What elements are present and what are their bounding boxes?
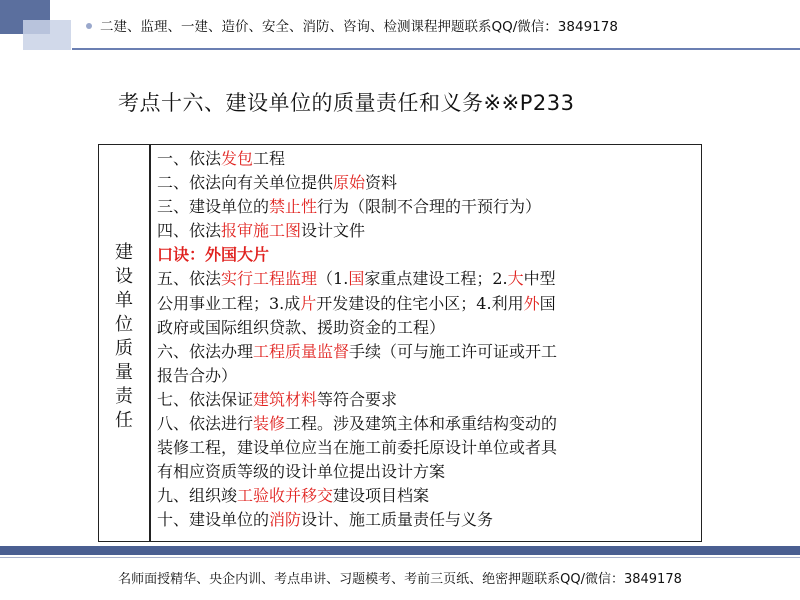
line-text: 九、组织竣 bbox=[157, 486, 238, 506]
line-text: 家重点建设工程；2. bbox=[364, 269, 508, 289]
content-line bbox=[157, 292, 697, 316]
line-text: 四、依法 bbox=[157, 221, 222, 241]
content-line bbox=[157, 508, 697, 532]
highlighted-term: 工程质量监督 bbox=[253, 341, 350, 361]
highlighted-term: 外 bbox=[523, 293, 540, 313]
line-text: 二、依法向有关单位提供 bbox=[157, 173, 334, 193]
content-line bbox=[157, 267, 697, 291]
line-text: 十、建设单位的 bbox=[157, 510, 270, 530]
line-text: 工程。涉及建筑主体和承重结构变动的 bbox=[285, 414, 558, 434]
content-line bbox=[157, 340, 697, 364]
row-header-char: 质 bbox=[115, 338, 133, 359]
line-text: 八、依法进行 bbox=[157, 414, 254, 434]
line-text: 五、依法 bbox=[157, 269, 222, 289]
line-text: （1. bbox=[317, 269, 349, 289]
line-text: 六、依法办理 bbox=[157, 341, 254, 361]
highlighted-term: 原始 bbox=[333, 173, 366, 193]
highlighted-term: 装修 bbox=[253, 414, 286, 434]
highlighted-term: 片 bbox=[300, 293, 317, 313]
footer-bar bbox=[0, 546, 800, 555]
content-line bbox=[157, 412, 697, 436]
content-line bbox=[157, 219, 697, 243]
highlighted-term: 禁止性 bbox=[269, 197, 318, 217]
line-text: 装修工程，建设单位应当在施工前委托原设计单位或者具 bbox=[157, 438, 558, 458]
line-text: 资料 bbox=[365, 173, 398, 193]
line-text: 设计、施工质量责任与义务 bbox=[301, 510, 494, 530]
content-line bbox=[157, 388, 697, 412]
decorative-square-light bbox=[23, 20, 71, 50]
row-header-label bbox=[99, 241, 149, 433]
content-line bbox=[157, 243, 697, 267]
line-text: 公用事业工程；3.成 bbox=[157, 293, 301, 313]
row-header-char: 位 bbox=[115, 314, 133, 335]
header-divider bbox=[72, 48, 800, 50]
content-line bbox=[157, 436, 697, 460]
highlighted-term: 实行工程监理 bbox=[221, 269, 318, 289]
row-header-char: 责 bbox=[115, 386, 133, 407]
line-text: 建设项目档案 bbox=[333, 486, 430, 506]
row-header-char: 设 bbox=[115, 266, 133, 287]
content-line bbox=[157, 484, 697, 508]
footer-text: 名师面授精华、央企内训、考点串讲、习题模考、考前三页纸、绝密押题联系QQ/微信：3849178 bbox=[118, 572, 682, 587]
line-text: 国 bbox=[539, 293, 556, 313]
line-text: 中型 bbox=[523, 269, 556, 289]
content-line bbox=[157, 460, 697, 484]
highlighted-term: 发包 bbox=[221, 149, 254, 168]
highlighted-term: 建筑材料 bbox=[253, 389, 318, 409]
highlighted-term: 国 bbox=[348, 269, 365, 289]
content-line bbox=[157, 171, 697, 195]
highlighted-term: 消防 bbox=[269, 510, 302, 530]
line-text: 一、依法 bbox=[157, 149, 222, 168]
line-text: 政府或国际组织贷款、援助资金的工程） bbox=[157, 317, 446, 337]
content-line bbox=[157, 316, 697, 340]
content-line bbox=[157, 147, 697, 171]
line-text: 三、建设单位的 bbox=[157, 197, 270, 217]
row-header-char: 单 bbox=[115, 290, 133, 311]
highlighted-term: 大 bbox=[507, 269, 524, 289]
line-text: 开发建设的住宅小区；4.利用 bbox=[316, 293, 524, 313]
content-line bbox=[157, 364, 697, 388]
line-text: 手续（可与施工许可证或开工 bbox=[349, 341, 558, 361]
highlighted-term: 工验收并移交 bbox=[237, 486, 334, 506]
table-column-divider bbox=[149, 145, 151, 541]
content-table bbox=[98, 144, 702, 542]
line-text: 报告合办） bbox=[157, 365, 238, 385]
row-header-char: 建 bbox=[115, 242, 133, 263]
footer-divider bbox=[0, 557, 800, 558]
line-text: 七、依法保证 bbox=[157, 389, 254, 409]
slide-title: 考点十六、建设单位的质量责任和义务※※P233 bbox=[118, 91, 575, 115]
mnemonic-text: 口诀：外国大片 bbox=[157, 245, 270, 265]
top-banner-text: 二建、监理、一建、造价、安全、消防、咨询、检测课程押题联系QQ/微信：3849178 bbox=[100, 19, 618, 35]
content-line bbox=[157, 195, 697, 219]
highlighted-term: 报审施工图 bbox=[221, 221, 302, 241]
line-text: 有相应资质等级的设计单位提出设计方案 bbox=[157, 462, 446, 482]
table-content bbox=[157, 147, 697, 533]
line-text: 等符合要求 bbox=[317, 389, 398, 409]
line-text: 行为（限制不合理的干预行为） bbox=[317, 197, 542, 217]
row-header-char: 量 bbox=[115, 362, 133, 383]
bullet-icon bbox=[86, 23, 92, 29]
line-text: 工程 bbox=[253, 149, 286, 168]
line-text: 设计文件 bbox=[301, 221, 366, 241]
row-header-char: 任 bbox=[115, 410, 133, 431]
